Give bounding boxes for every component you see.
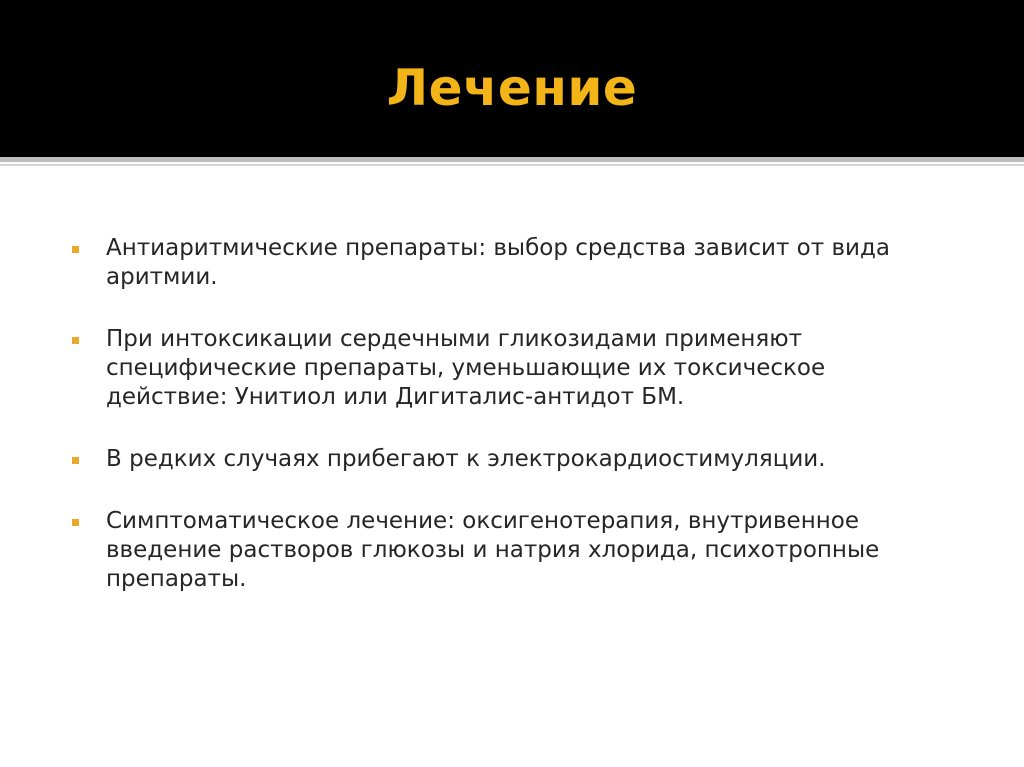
bullet-text: Антиаритмические препараты: выбор средства зависит от вида аритмии. bbox=[106, 235, 890, 290]
list-item bbox=[70, 445, 970, 474]
bullet-text: При интоксикации сердечными гликозидами применяют специфические препараты, уменьшающие их токсическое действие: Унитиол или Дигиталис-антидот БМ. bbox=[106, 326, 826, 410]
bullet-list bbox=[70, 234, 970, 627]
bullet-square-icon bbox=[72, 337, 79, 344]
bullet-text: Симптоматическое лечение: оксигенотерапия, внутривенное введение растворов глюкозы и натрия хлорида, психотропные препараты. bbox=[106, 508, 880, 592]
bullet-square-icon bbox=[72, 246, 79, 253]
bullet-text: В редких случаях прибегают к электрокардиостимуляции. bbox=[106, 446, 826, 472]
bullet-square-icon bbox=[72, 457, 79, 464]
list-item bbox=[70, 234, 970, 292]
slide-title: Лечение bbox=[386, 59, 638, 117]
bullet-square-icon bbox=[72, 519, 79, 526]
list-item bbox=[70, 507, 970, 594]
title-band bbox=[0, 0, 1024, 157]
title-divider-thin bbox=[0, 164, 1024, 166]
list-item bbox=[70, 325, 970, 412]
